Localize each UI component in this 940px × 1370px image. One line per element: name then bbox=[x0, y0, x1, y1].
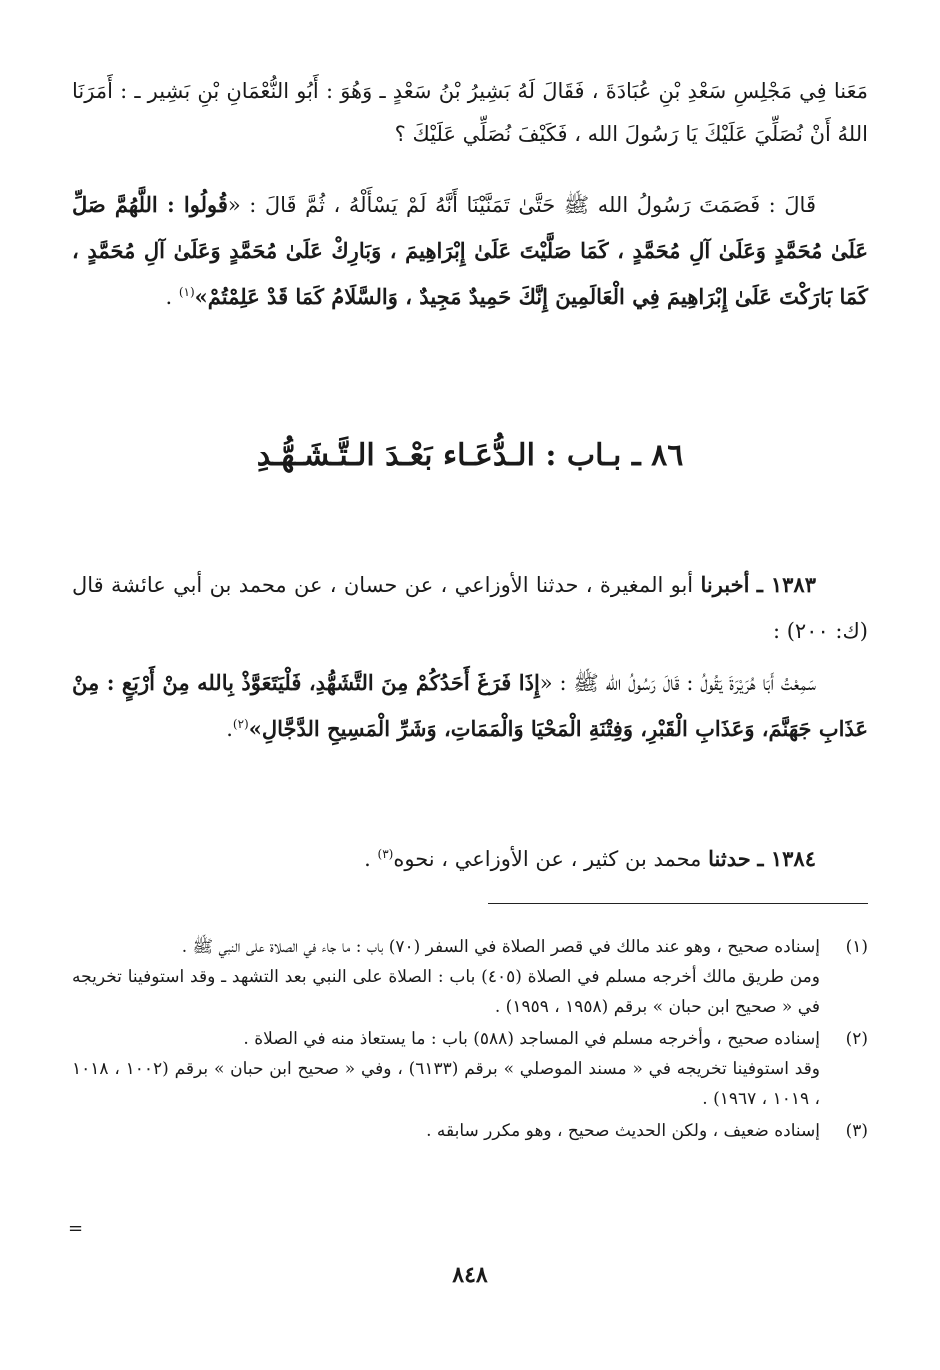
footnote-line: ومن طريق مالك أخرجه مسلم في الصلاة (٤٠٥) باب : الصلاة على النبي بعد التشهد ـ وقد استوفينا تخريجه في « صحيح ابن حبان » برقم (١٩٥٨ ، ١٩٥٩) . bbox=[72, 967, 820, 1017]
footnote-ref[interactable]: (٢) bbox=[232, 717, 249, 731]
sentence-end: . bbox=[226, 717, 233, 741]
footnote-ref[interactable]: (٣) bbox=[377, 847, 394, 861]
paragraph-line: بَشِير ـ : أَمَرَنَا اللهُ أَنْ نُصَلِّيَ عَلَيْكَ يَا رَسُولَ الله ، فَكَيْفَ نُصَلِّي عَلَيْكَ ؟ bbox=[72, 79, 868, 146]
hadith-salawat-paragraph bbox=[72, 182, 868, 320]
footnotes-section bbox=[72, 932, 868, 1148]
footnote-item bbox=[72, 932, 868, 1022]
isnad-text: أبو المغيرة ، حدثنا الأوزاعي ، عن حسان ، عن محمد بن أبي عائشة قال (ك: ٢٠٠) : bbox=[72, 573, 868, 643]
footnote-divider bbox=[488, 903, 868, 904]
footnote-body bbox=[72, 932, 820, 1022]
paragraph-line: مَعَنا فِي مَجْلِسِ سَعْدِ بْنِ عُبَادَةَ ، فَقَالَ لَهُ بَشِيرُ بْنُ سَعْدٍ ـ وَهُوَ : أَبُو النُّعْمَانِ بْنِ bbox=[197, 79, 868, 103]
footnote-number: (٣) bbox=[845, 1121, 868, 1141]
sentence-end: . bbox=[165, 285, 179, 309]
footnote-line: إسناده صحيح ، وهو عند مالك في قصر الصلاة في السفر (٧٠) باب : ما جاء في الصلاة على النبي ﷺ . bbox=[181, 937, 820, 957]
footnote-number: (١) bbox=[845, 937, 868, 957]
sentence-end: . bbox=[364, 847, 378, 871]
hadith-intro: سَمِعْتُ أَبَا هُرَيْرَةَ يَقُولُ : قَالَ رَسُولُ الله ﷺ : « bbox=[539, 671, 816, 695]
quote-close: » bbox=[248, 716, 262, 741]
hadith-intro: قَالَ : فَصَمَتَ رَسُولُ الله ﷺ حَتَّىٰ تَمَنَّيْنَا أَنَّهُ لَمْ يَسْأَلْهُ ، ثُمَّ قَالَ : « bbox=[227, 193, 816, 217]
footnote-line: إسناده صحيح ، وأخرجه مسلم في المساجد (٥٨٨) باب : ما يستعاذ منه في الصلاة . bbox=[243, 1029, 820, 1049]
transmission-lead: حدثنا bbox=[708, 846, 751, 871]
footnote-line: إسناده ضعيف ، ولكن الحديث صحيح ، وهو مكرر سابقه . bbox=[426, 1121, 820, 1141]
footnote-body bbox=[72, 1024, 820, 1114]
hadith-1383-matn bbox=[72, 660, 868, 752]
hadith-1383-isnad bbox=[72, 562, 868, 654]
footnote-item bbox=[72, 1116, 868, 1146]
continuation-mark: = bbox=[68, 1218, 84, 1239]
footnote-number: (٢) bbox=[845, 1029, 868, 1049]
page-number: ٨٤٨ bbox=[452, 1262, 488, 1288]
transmission-lead: أخبرنا bbox=[700, 572, 750, 597]
continued-paragraph bbox=[72, 70, 868, 156]
hadith-number: ١٣٨٤ ـ bbox=[757, 846, 816, 871]
footnote-line: وقد استوفينا تخريجه في « مسند الموصلي » برقم (٦١٣٣) ، وفي « صحيح ابن حبان » برقم (١٠٠٢ ، ١٠١٨ ، ١٠١٩ ، ١٩٦٧) . bbox=[72, 1059, 820, 1109]
hadith-text: إِذَا فَرَغَ أَحَدُكُمْ مِنَ التَّشَهُّدِ، فَلْيَتَعَوَّذْ بِالله مِنْ أَرْبَعٍ : مِنْ عَذَابِ جَهَنَّمَ، وَعَذَابِ الْقَبْرِ، وَفِتْنَةِ الْمَحْيَا وَالْمَمَاتِ، وَشَرِّ الْمَسِيحِ الدَّجَّالِ bbox=[72, 670, 868, 741]
quote-close: » bbox=[194, 284, 208, 309]
hadith-text: قُولُوا : اللَّهُمَّ صَلِّ عَلَىٰ مُحَمَّدٍ وَعَلَىٰ آلِ مُحَمَّدٍ ، كَمَا صَلَّيْتَ عَلَىٰ إِبْرَاهِيمَ ، وَبَارِكْ عَلَىٰ مُحَمَّدٍ وَعَلَىٰ آلِ مُحَمَّدٍ ، كَمَا بَارَكْتَ عَلَىٰ إِبْرَاهِيمَ فِي الْعَالَمِينَ إِنَّكَ حَمِيدٌ مَجِيدٌ ، وَالسَّلَامُ كَمَا قَدْ عَلِمْتُمْ bbox=[72, 192, 868, 309]
footnote-item bbox=[72, 1024, 868, 1114]
footnote-ref[interactable]: (١) bbox=[178, 285, 195, 299]
hadith-1384 bbox=[72, 836, 868, 882]
isnad-text: محمد بن كثير ، عن الأوزاعي ، نحوه bbox=[393, 847, 702, 871]
chapter-title: ٨٦ ـ بـاب : الـدُّعَـاء بَعْـدَ الـتَّـشَـهُّـدِ bbox=[256, 438, 684, 473]
hadith-number: ١٣٨٣ ـ bbox=[756, 572, 816, 597]
footnote-body bbox=[72, 1116, 820, 1146]
